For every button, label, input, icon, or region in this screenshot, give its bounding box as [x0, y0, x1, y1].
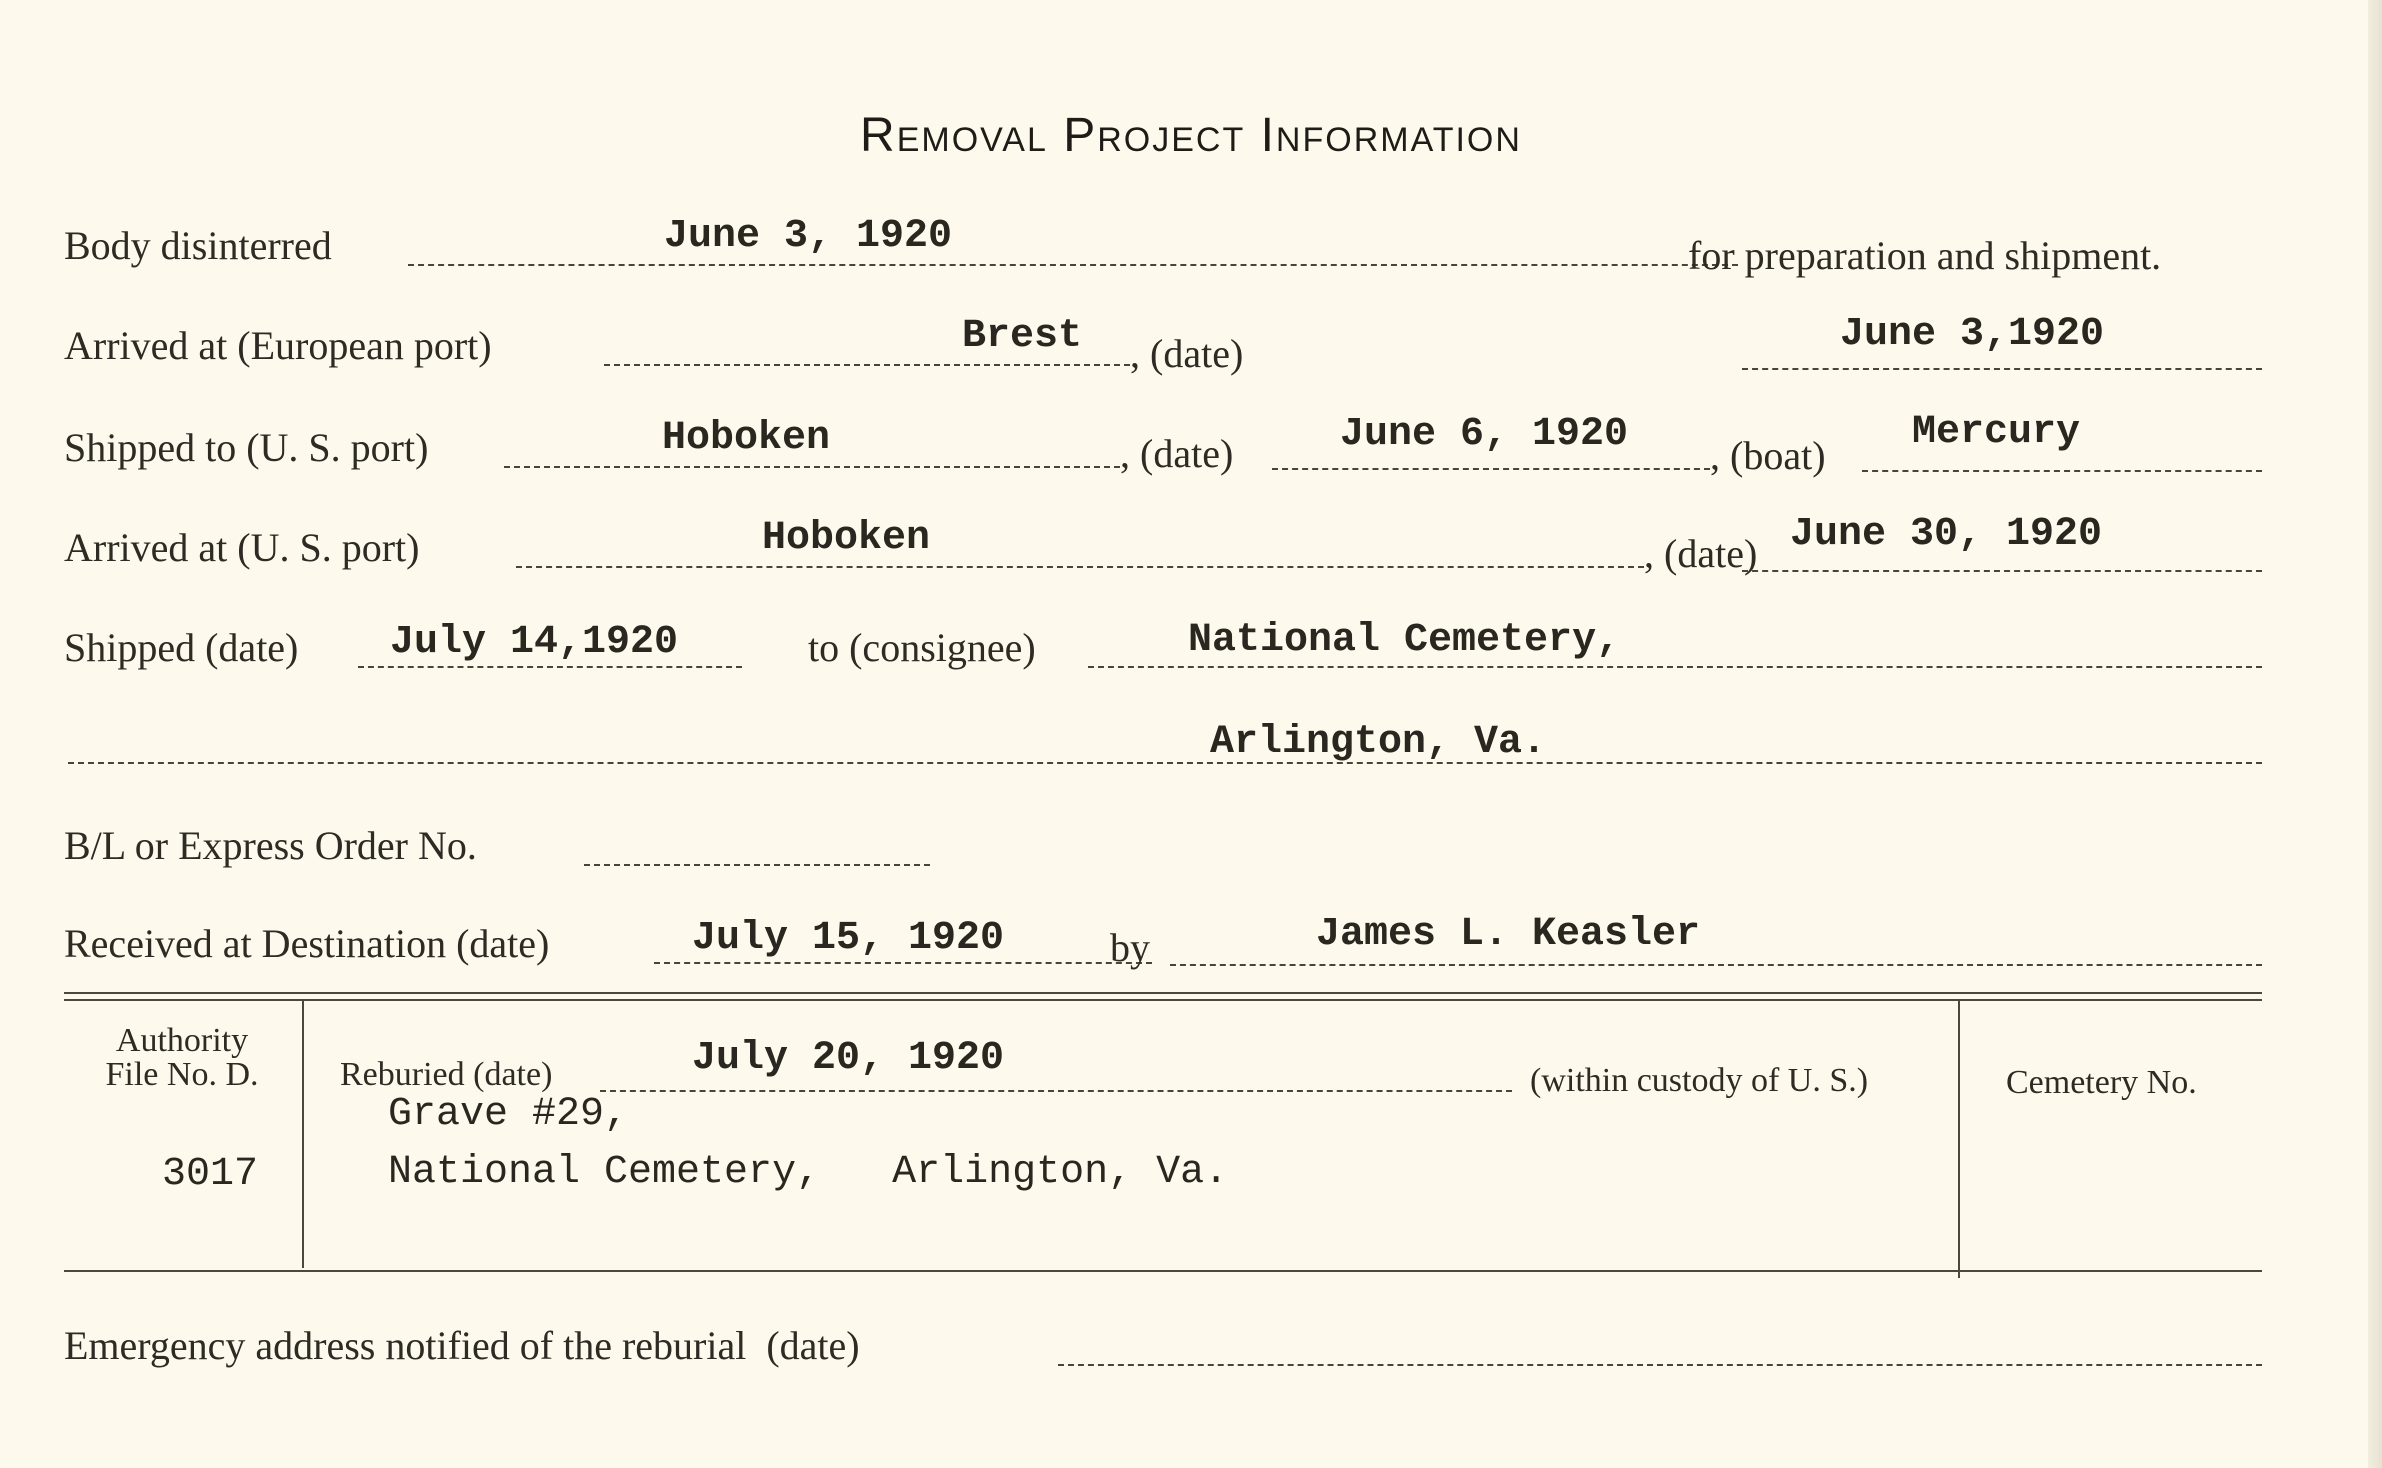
arrived-us-date: June 30, 1920: [1790, 512, 2103, 557]
authority-label-1: Authority: [115, 1022, 249, 1059]
consignee-line: [1088, 666, 2262, 668]
row-disinterred: [64, 214, 2266, 278]
received-date-line: [654, 962, 1152, 964]
shipped-date: July 14,1920: [390, 620, 679, 665]
arrived-us-date-line: [1742, 570, 2262, 572]
cemetery-no-label: Cemetery No.: [2006, 1064, 2197, 1101]
box-top-rule-1: [64, 992, 2262, 994]
box-divider-left: [302, 1000, 304, 1268]
custody-note: (within custody of U. S.): [1530, 1062, 1869, 1099]
consignee-line2: Arlington, Va.: [1210, 720, 1547, 765]
bl-label: B/L or Express Order No.: [64, 823, 477, 868]
consignee-label: to (consignee): [808, 625, 1036, 670]
shipped-us-port-line: [504, 466, 1120, 468]
reburied-cemetery: National Cemetery, Arlington, Va.: [388, 1150, 1229, 1195]
card-edge: [2368, 0, 2382, 1468]
row-shipped-us: [64, 410, 2266, 480]
arrived-us-port: Hoboken: [762, 516, 931, 561]
received-by-line: [1170, 964, 2262, 966]
received-by-label: by: [1110, 925, 1150, 970]
arrived-europe-port-line: [604, 364, 1130, 366]
arrived-us-port-line: [516, 566, 1644, 568]
row-arrived-us: [64, 512, 2266, 580]
reburied-date-line: [600, 1090, 1512, 1092]
shipped-us-boat-label: , (boat): [1710, 433, 1826, 478]
disinterred-date: June 3, 1920: [664, 214, 953, 259]
consignee-line-2: [68, 762, 2262, 764]
row-received: [64, 912, 2266, 976]
arrived-europe-date-line: [1742, 368, 2262, 370]
shipped-us-boat: Mercury: [1912, 410, 2081, 455]
box-bottom-rule: [64, 1270, 2262, 1272]
shipped-us-date: June 6, 1920: [1340, 412, 1629, 457]
box-top-rule-2: [64, 999, 2262, 1001]
authority-label-2: File No. D.: [105, 1056, 259, 1093]
row-bl: [64, 818, 2266, 878]
emergency-line: [1058, 1364, 2262, 1366]
shipped-label: Shipped (date): [64, 625, 299, 670]
emergency-label: Emergency address notified of the reburial (date): [64, 1323, 860, 1368]
disinterred-suffix: for preparation and shipment.: [1688, 233, 2162, 278]
arrived-europe-date: June 3,1920: [1840, 312, 2105, 357]
received-label: Received at Destination (date): [64, 921, 550, 966]
authority-file-number: 3017: [162, 1152, 259, 1197]
received-by: James L. Keasler: [1316, 912, 1701, 957]
received-date: July 15, 1920: [692, 916, 1005, 961]
disinterred-label: Body disinterred: [64, 223, 332, 268]
disinterred-line: [408, 264, 1738, 266]
shipped-us-port: Hoboken: [662, 416, 831, 461]
shipped-us-label: Shipped to (U. S. port): [64, 425, 429, 470]
arrived-us-date-label: , (date): [1644, 531, 1758, 576]
bl-line: [584, 864, 930, 866]
consignee-line1: National Cemetery,: [1188, 618, 1621, 663]
reburied-date: July 20, 1920: [692, 1036, 1005, 1081]
form-title: Removal Project Information: [860, 109, 1522, 162]
arrived-us-label: Arrived at (U. S. port): [64, 525, 420, 570]
row-emergency: [64, 1318, 2266, 1378]
shipped-us-boat-line: [1862, 470, 2262, 472]
arrived-europe-date-label: , (date): [1130, 331, 1244, 376]
row-shipped: [64, 620, 2266, 680]
shipped-us-date-label: , (date): [1120, 431, 1234, 476]
box-divider-right: [1958, 1000, 1960, 1278]
shipped-date-line: [358, 666, 742, 668]
reburied-grave: Grave #29,: [388, 1092, 629, 1137]
row-arrived-europe: [64, 312, 2266, 378]
row-consignee-continued: [64, 716, 2266, 776]
reburied-label: Reburied (date): [340, 1056, 553, 1093]
arrived-europe-port: Brest: [962, 314, 1083, 359]
arrived-europe-label: Arrived at (European port): [64, 323, 492, 368]
shipped-us-date-line: [1272, 468, 1710, 470]
